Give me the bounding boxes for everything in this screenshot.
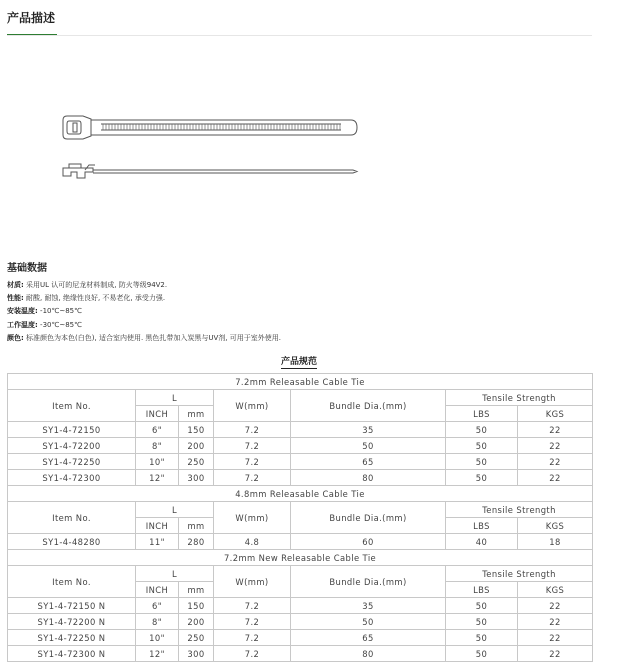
col-mm: mm: [179, 518, 214, 534]
table-cell: 11": [136, 534, 179, 550]
table-cell: 7.2: [214, 470, 291, 486]
table-cell: SY1-4-72300: [8, 470, 136, 486]
col-mm: mm: [179, 582, 214, 598]
table-cell: 50: [446, 470, 518, 486]
table-cell: 40: [446, 534, 518, 550]
table-cell: 300: [179, 470, 214, 486]
table-cell: 65: [291, 630, 446, 646]
table-row: [8, 598, 593, 614]
col-kgs: KGS: [518, 518, 593, 534]
table-cell: 4.8: [214, 534, 291, 550]
col-tensile: Tensile Strength: [446, 502, 593, 518]
col-tensile: Tensile Strength: [446, 390, 593, 406]
table-cell: SY1-4-72250: [8, 454, 136, 470]
group-header-row: [8, 374, 593, 390]
table-cell: 50: [446, 614, 518, 630]
table-cell: 280: [179, 534, 214, 550]
table-cell: 80: [291, 470, 446, 486]
table-row: [8, 438, 593, 454]
group-header-row: [8, 550, 593, 566]
table-cell: 8": [136, 438, 179, 454]
table-row: [8, 534, 593, 550]
table-cell: 50: [446, 454, 518, 470]
group-title: 4.8mm Releasable Cable Tie: [8, 486, 593, 502]
table-cell: 22: [518, 614, 593, 630]
table-cell: 6": [136, 422, 179, 438]
col-w: W(mm): [214, 502, 291, 534]
col-bundle: Bundle Dia.(mm): [291, 566, 446, 598]
table-row: [8, 470, 593, 486]
group-title: 7.2mm New Releasable Cable Tie: [8, 550, 593, 566]
table-cell: 22: [518, 422, 593, 438]
table-cell: SY1-4-72250 N: [8, 630, 136, 646]
table-cell: 12": [136, 646, 179, 662]
col-item-no: Item No.: [8, 566, 136, 598]
table-cell: 22: [518, 646, 593, 662]
table-cell: 50: [446, 422, 518, 438]
column-header-row: [8, 566, 593, 582]
col-w: W(mm): [214, 390, 291, 422]
table-cell: 200: [179, 614, 214, 630]
table-cell: 7.2: [214, 630, 291, 646]
table-cell: 8": [136, 614, 179, 630]
table-cell: SY1-4-48280: [8, 534, 136, 550]
col-l: L: [136, 566, 214, 582]
table-cell: 50: [291, 438, 446, 454]
col-tensile: Tensile Strength: [446, 566, 593, 582]
table-cell: 50: [446, 630, 518, 646]
table-cell: 22: [518, 454, 593, 470]
tab-product-description[interactable]: 产品描述: [7, 11, 56, 25]
table-cell: 7.2: [214, 422, 291, 438]
table-cell: 22: [518, 630, 593, 646]
spec-table: [7, 373, 593, 662]
table-cell: 10": [136, 630, 179, 646]
table-cell: 200: [179, 438, 214, 454]
table-cell: 300: [179, 646, 214, 662]
table-cell: SY1-4-72200 N: [8, 614, 136, 630]
col-w: W(mm): [214, 566, 291, 598]
table-cell: 7.2: [214, 454, 291, 470]
table-row: [8, 614, 593, 630]
table-row: [8, 646, 593, 662]
col-inch: INCH: [136, 518, 179, 534]
material-line: 材质: 采用UL 认可的尼龙材料制成, 防火等级94V2.: [7, 281, 168, 289]
col-l: L: [136, 502, 214, 518]
table-cell: 22: [518, 598, 593, 614]
table-row: [8, 454, 593, 470]
install-temp-line: 安装温度: -10℃~85℃: [7, 307, 82, 315]
table-cell: 250: [179, 630, 214, 646]
table-cell: 7.2: [214, 438, 291, 454]
table-cell: 7.2: [214, 646, 291, 662]
col-lbs: LBS: [446, 406, 518, 422]
table-cell: 80: [291, 646, 446, 662]
column-header-row: [8, 390, 593, 406]
cable-tie-side-view: [63, 164, 357, 178]
table-cell: 22: [518, 438, 593, 454]
col-lbs: LBS: [446, 582, 518, 598]
col-kgs: KGS: [518, 406, 593, 422]
cable-tie-drawing: [55, 108, 365, 188]
col-inch: INCH: [136, 582, 179, 598]
col-mm: mm: [179, 406, 214, 422]
table-row: [8, 630, 593, 646]
column-header-row: [8, 502, 593, 518]
working-temp-line: 工作温度: -30℃~85℃: [7, 321, 82, 329]
table-cell: 7.2: [214, 598, 291, 614]
table-cell: 7.2: [214, 614, 291, 630]
table-cell: 50: [446, 646, 518, 662]
table-cell: 50: [446, 438, 518, 454]
table-cell: SY1-4-72200: [8, 438, 136, 454]
table-cell: 150: [179, 422, 214, 438]
spec-title: 产品规范: [280, 357, 317, 367]
tab-divider: [7, 35, 592, 36]
col-item-no: Item No.: [8, 390, 136, 422]
col-kgs: KGS: [518, 582, 593, 598]
col-bundle: Bundle Dia.(mm): [291, 502, 446, 534]
table-cell: 10": [136, 454, 179, 470]
table-cell: SY1-4-72150 N: [8, 598, 136, 614]
table-cell: 22: [518, 470, 593, 486]
table-row: [8, 422, 593, 438]
col-inch: INCH: [136, 406, 179, 422]
table-cell: 250: [179, 454, 214, 470]
table-cell: 50: [446, 598, 518, 614]
table-cell: 60: [291, 534, 446, 550]
table-cell: 12": [136, 470, 179, 486]
table-cell: 18: [518, 534, 593, 550]
col-item-no: Item No.: [8, 502, 136, 534]
cable-tie-teeth: [103, 124, 340, 130]
color-line: 颜色: 标准颜色为本色(白色), 适合室内使用. 黑色扎带加入炭黑与UV剂, 可用于室外使用.: [7, 334, 281, 342]
table-cell: SY1-4-72300 N: [8, 646, 136, 662]
table-cell: 35: [291, 422, 446, 438]
table-cell: 50: [291, 614, 446, 630]
col-l: L: [136, 390, 214, 406]
table-cell: 150: [179, 598, 214, 614]
col-bundle: Bundle Dia.(mm): [291, 390, 446, 422]
col-lbs: LBS: [446, 518, 518, 534]
table-cell: SY1-4-72150: [8, 422, 136, 438]
table-cell: 65: [291, 454, 446, 470]
table-cell: 35: [291, 598, 446, 614]
group-title: 7.2mm Releasable Cable Tie: [8, 374, 593, 390]
performance-line: 性能: 耐酸, 耐蚀, 绝缘性良好, 不易老化, 承受力强.: [7, 294, 166, 302]
basic-data-title: 基础数据: [7, 263, 47, 274]
group-header-row: [8, 486, 593, 502]
table-cell: 6": [136, 598, 179, 614]
